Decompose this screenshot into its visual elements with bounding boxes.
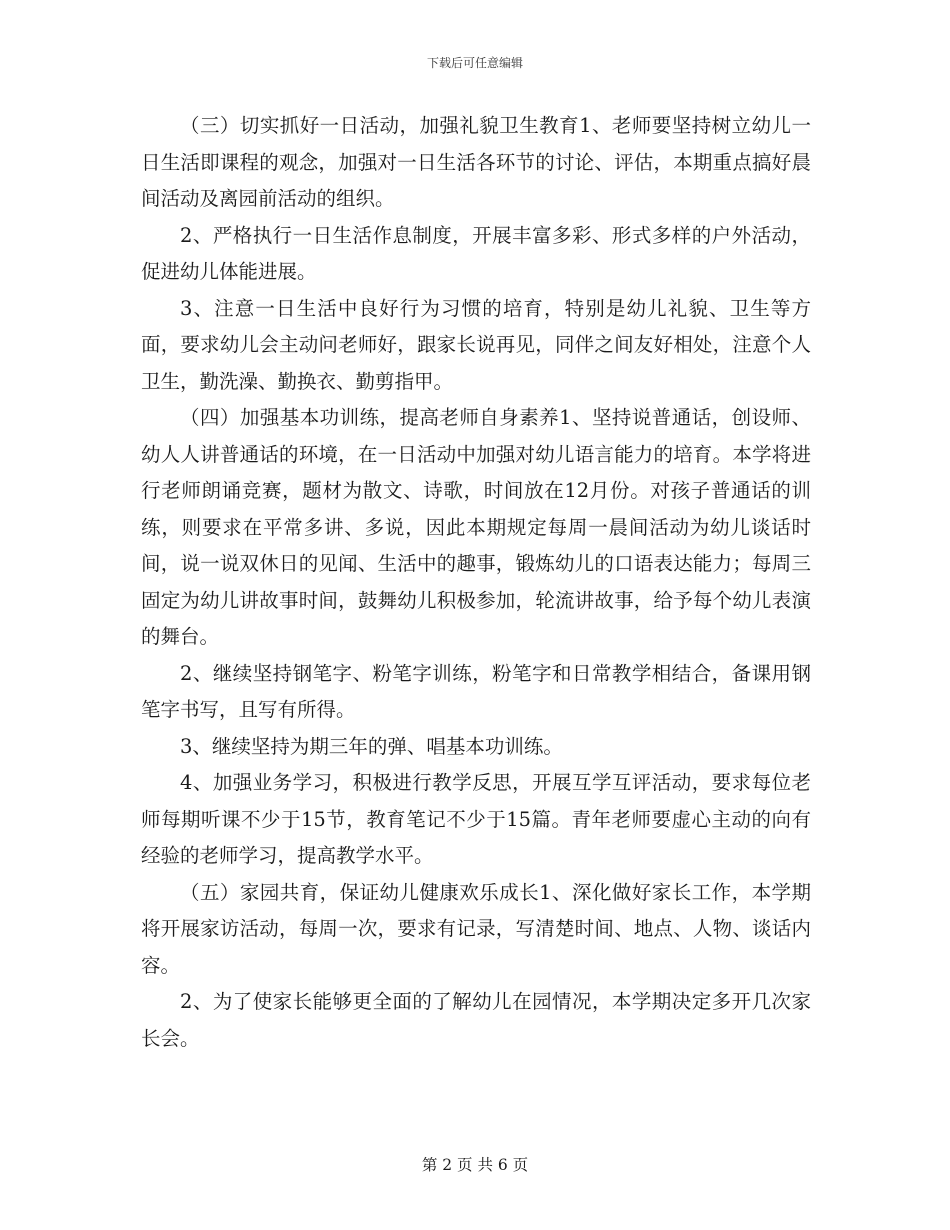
page-header: 下载后可任意编辑 (426, 56, 523, 70)
paragraph-4: （四）加强基本功训练，提高老师自身素养1、坚持说普通话，创设师、幼人人讲普通话的环境，在一日活动中加强对幼儿语言能力的培育。本学将进行老师朗诵竞赛，题材为散文、诗歌，时间放在12月份。对孩子普通话的训练，则要求在平常多讲、多说，因此本期规定每周一晨间活动为幼儿谈话时间，说一说双休日的见闻、生活中的趣事，锻炼幼儿的口语表达能力；每周三固定为幼儿讲故事时间，鼓舞幼儿积极参加，轮流讲故事，给予每个幼儿表演的舞台。 (141, 406, 811, 648)
paragraph-8: （五）家园共育，保证幼儿健康欢乐成长1、深化做好家长工作，本学期将开展家访活动，每周一次，要求有记录，写清楚时间、地点、人物、谈话内容。 (141, 880, 811, 977)
page-number-footer: 第 2 页 共 6 页 (421, 1156, 529, 1174)
paragraph-6: 3、继续坚持为期三年的弹、唱基本功训练。 (180, 734, 563, 758)
paragraph-9: 2、为了使家长能够更全面的了解幼儿在园情况，本学期决定多开几次家长会。 (141, 990, 811, 1050)
paragraph-2: 2、严格执行一日生活作息制度，开展丰富多彩、形式多样的户外活动，促进幼儿体能进展。 (141, 223, 811, 283)
paragraph-3: 3、注意一日生活中良好行为习惯的培育，特别是幼儿礼貌、卫生等方面，要求幼儿会主动问老师好，跟家长说再见，同伴之间友好相处，注意个人卫生，勤洗澡、勤换衣、勤剪指甲。 (141, 296, 811, 393)
paragraph-7: 4、加强业务学习，积极进行教学反思，开展互学互评活动，要求每位老师每期听课不少于15节，教育笔记不少于15篇。青年老师要虚心主动的向有经验的老师学习，提高教学水平。 (141, 771, 811, 867)
document-body (141, 108, 811, 1057)
paragraph-1: （三）切实抓好一日活动，加强礼貌卫生教育1、老师要坚持树立幼儿一日生活即课程的观念，加强对一日生活各环节的讨论、评估，本期重点搞好晨间活动及离园前活动的组织。 (141, 114, 811, 210)
paragraph-5: 2、继续坚持钢笔字、粉笔字训练，粉笔字和日常教学相结合，备课用钢笔字书写，且写有所得。 (141, 661, 811, 721)
